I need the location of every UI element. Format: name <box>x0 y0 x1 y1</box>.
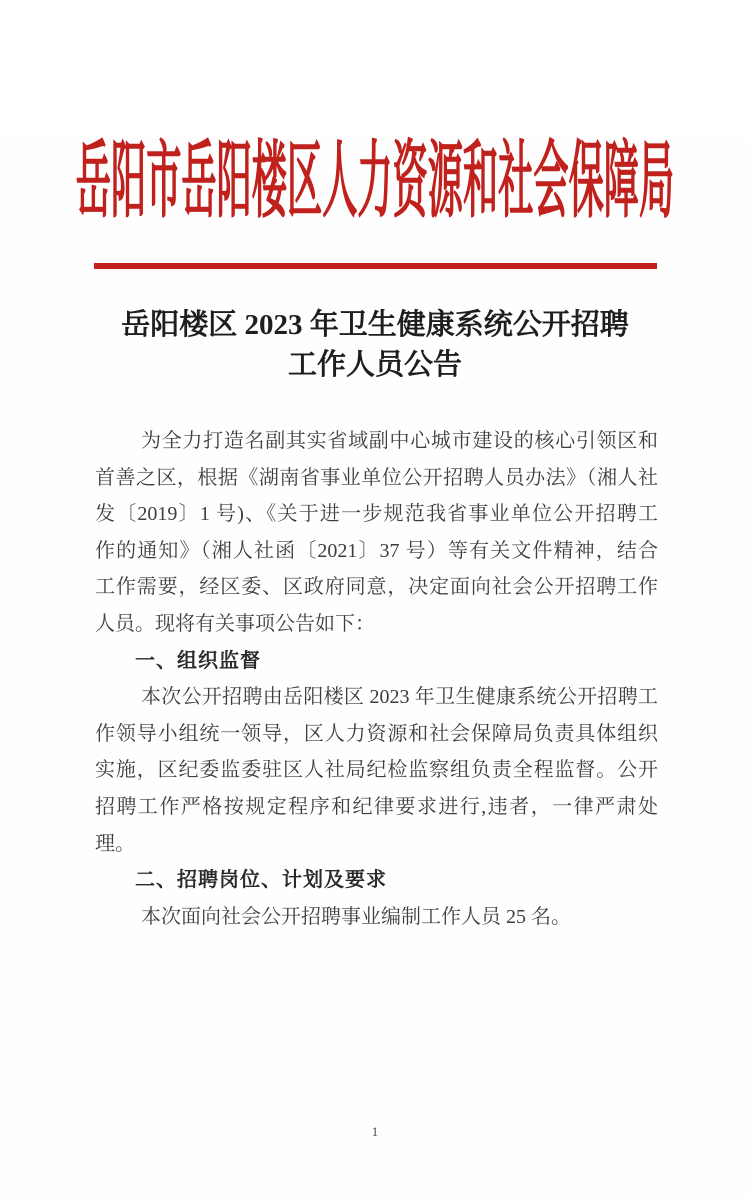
section1-line: 理。 <box>95 832 135 855</box>
document-title <box>0 305 750 385</box>
section1-line: 实施，区纪委监委驻区人社局纪检监察组负责全程监督。公开 <box>95 759 658 782</box>
paragraph1-line: 工作需要，经区委、区政府同意，决定面向社会公开招聘工作 <box>95 576 658 599</box>
agency-name: 岳阳市岳阳楼区人力资源和社会保障局 <box>75 135 675 229</box>
paragraph1-line: 人员。现将有关事项公告如下： <box>95 612 375 635</box>
section1-line: 作领导小组统一领导，区人力资源和社会保障局负责具体组织 <box>95 722 658 745</box>
document-body <box>95 423 658 935</box>
section2-heading: 二、招聘岗位、计划及要求 <box>135 869 387 892</box>
paragraph1-line: 为全力打造名副其实省域副中心城市建设的核心引领区和 <box>141 430 658 452</box>
section1-line: 本次公开招聘由岳阳楼区 2023 年卫生健康系统公开招聘工 <box>141 686 658 709</box>
letterhead-banner <box>0 135 750 229</box>
letterhead-divider-rule <box>94 263 657 269</box>
paragraph1-line: 首善之区，根据《湖南省事业单位公开招聘人员办法》（湘人社 <box>95 466 658 489</box>
section2-line: 本次面向社会公开招聘事业编制工作人员 25 名。 <box>141 905 571 928</box>
page-number: 1 <box>371 1124 379 1139</box>
document-title-line1: 岳阳楼区 2023 年卫生健康系统公开招聘 <box>121 309 629 341</box>
paragraph1-line: 发〔2019〕1 号)、《关于进一步规范我省事业单位公开招聘工 <box>95 503 658 526</box>
section1-heading: 一、组织监督 <box>135 649 261 672</box>
section1-line: 招聘工作严格按规定程序和纪律要求进行,违者，一律严肃处 <box>95 795 658 818</box>
document-title-line2: 工作人员公告 <box>287 349 462 381</box>
paragraph1-line: 作的通知》（湘人社函〔2021〕37 号）等有关文件精神，结合 <box>95 539 658 562</box>
document-page <box>0 135 750 1198</box>
